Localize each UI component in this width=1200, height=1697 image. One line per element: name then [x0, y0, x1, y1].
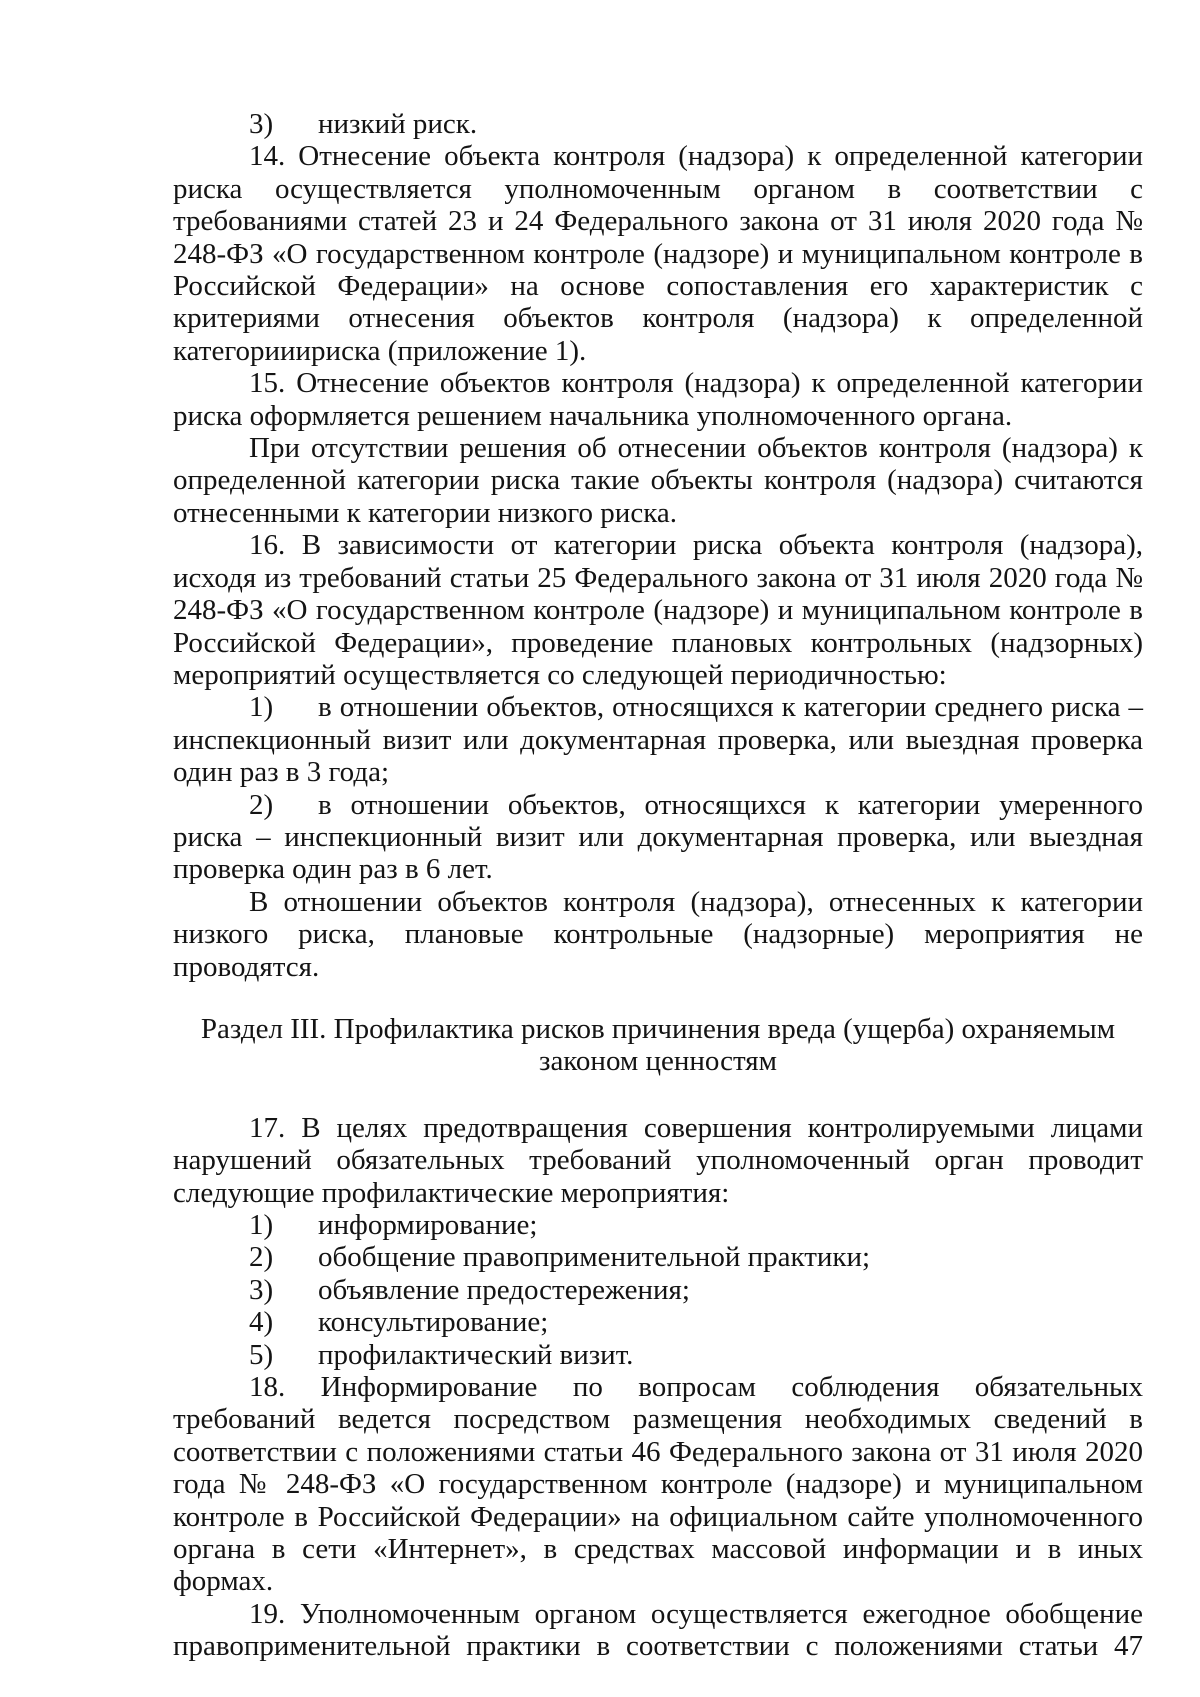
list-item [173, 1306, 1143, 1338]
list-number: 4) [249, 1306, 274, 1339]
paragraph-15: 15. Отнесение объектов контроля (надзора) к определенной категории риска оформляется решением начальника уполномоченного органа. [173, 367, 1143, 432]
paragraph-16-item-2 [173, 789, 1143, 886]
list-number: 3) [249, 108, 274, 140]
list-text: объявление предостережения; [318, 1273, 690, 1306]
list-number: 3) [249, 1273, 274, 1306]
paragraph-19: 19. Уполномоченным органом осуществляется ежегодное обобщение правоприменительной практики в соответствии с положениями статьи 47 [173, 1597, 1143, 1663]
list-text: консультирование; [318, 1306, 549, 1339]
paragraph-17: 17. В целях предотвращения совершения контролируемыми лицами нарушений обязательных требований уполномоченный орган проводит следующие профилактические мероприятия: [173, 1111, 1143, 1209]
list-number: 2) [249, 788, 274, 821]
list-item [173, 1274, 1143, 1306]
section-3-heading-line-1: Раздел III. Профилактика рисков причинения вреда (ущерба) охраняемым [200, 1012, 1116, 1045]
list-item [173, 1209, 1143, 1241]
list-number: 1) [249, 691, 274, 724]
section-3-heading [173, 1013, 1143, 1078]
section-3-heading-line-2: законом ценностям [538, 1045, 778, 1078]
list-text: профилактический визит. [318, 1338, 634, 1371]
list-number: 5) [249, 1338, 274, 1371]
paragraph-16-item-1 [173, 691, 1143, 788]
list-number: 2) [249, 1241, 274, 1274]
list-text: обобщение правоприменительной практики; [318, 1241, 871, 1274]
list-item [173, 1339, 1143, 1371]
list-item-low-risk [173, 108, 1143, 140]
list-text: информирование; [318, 1209, 538, 1241]
list-item [173, 1241, 1143, 1273]
document-page [173, 108, 1143, 1663]
list-number: 1) [249, 1209, 274, 1241]
list-text: в отношении объектов, относящихся к категории умеренного риска – инспекционный визит или документарная проверка, или выездная проверка один раз в 6 лет. [173, 788, 1143, 886]
paragraph-15-absence: При отсутствии решения об отнесении объектов контроля (надзора) к определенной категории риска такие объекты контроля (надзора) считаются отнесенными к категории низкого риска. [173, 432, 1143, 529]
list-text: низкий риск. [318, 108, 478, 140]
list-text: в отношении объектов, относящихся к категории среднего риска – инспекционный визит или документарная проверка, или выездная проверка один раз в 3 года; [173, 691, 1143, 789]
paragraph-18: 18. Информирование по вопросам соблюдения обязательных требований ведется посредством размещения необходимых сведений в соответствии с положениями статьи 46 Федерального закона от 31 июля 2020 года № 248-ФЗ «О государственном контроле (надзоре) и муниципальном контроле в Российской Федерации» на официальном сайте уполномоченного органа в сети «Интернет», в средствах массовой информации и в иных формах. [173, 1371, 1143, 1598]
paragraph-16-low-risk: В отношении объектов контроля (надзора), отнесенных к категории низкого риска, плановые контрольные (надзорные) мероприятия не проводятся. [173, 885, 1143, 983]
paragraph-16: 16. В зависимости от категории риска объекта контроля (надзора), исходя из требований статьи 25 Федерального закона от 31 июля 2020 года № 248-ФЗ «О государственном контроле (надзоре) и муниципальном контроле в Российской Федерации», проведение плановых контрольных (надзорных) мероприятий осуществляется со следующей периодичностью: [173, 529, 1143, 691]
paragraph-14: 14. Отнесение объекта контроля (надзора) к определенной категории риска осуществляется уполномоченным органом в соответствии с требованиями статей 23 и 24 Федерального закона от 31 июля 2020 года № 248-ФЗ «О государственном контроле (надзоре) и муниципальном контроле в Российской Федерации» на основе сопоставления его характеристик с критериями отнесения объектов контроля (надзора) к определенной категорииириска (приложение 1). [173, 140, 1143, 367]
